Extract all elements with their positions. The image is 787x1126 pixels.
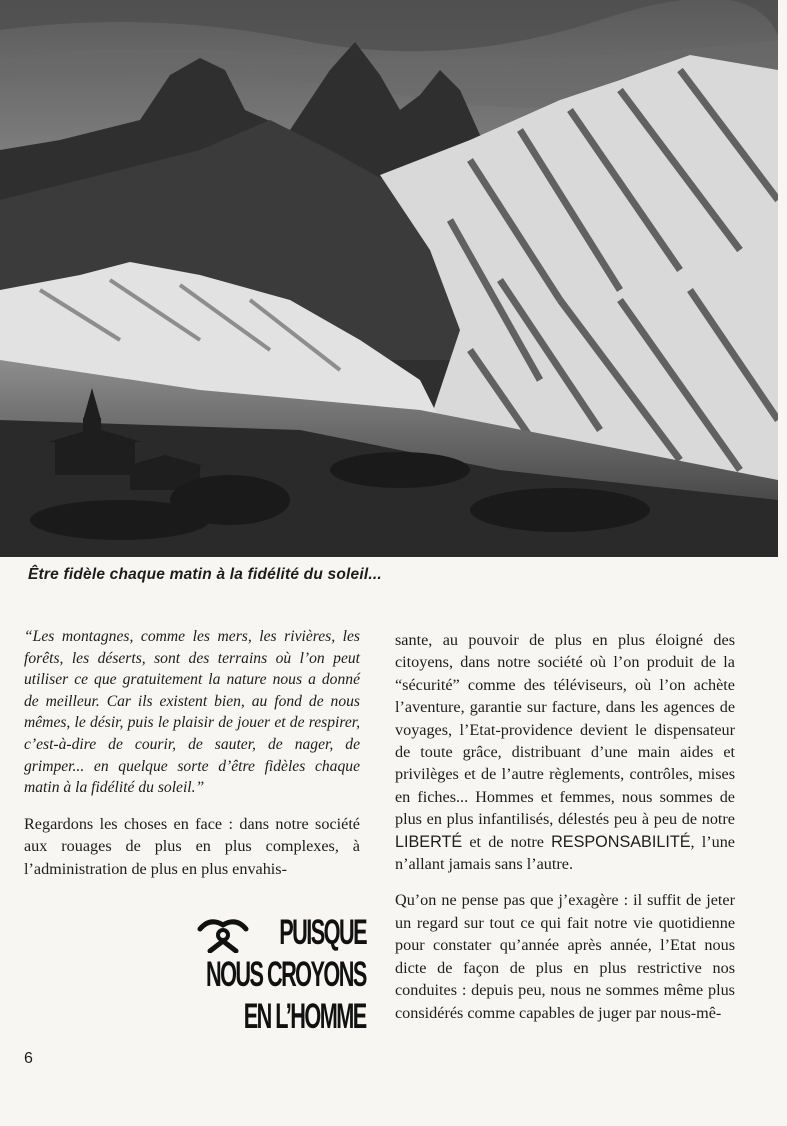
p1-text-b: et de notre bbox=[462, 832, 552, 851]
logo-line-3: EN L’HOMME bbox=[244, 997, 366, 1036]
p1-text-c: , l’une n’allant jamais sans l’autre. bbox=[395, 832, 735, 874]
photo-caption: Être fidèle chaque matin à la fidélité du soleil... bbox=[28, 566, 382, 583]
intro-paragraph: Regardons les choses en face : dans notre société aux rouages de plus en plus complexes, à l’administration de plus en plus envahis- bbox=[24, 814, 360, 878]
right-column bbox=[395, 629, 735, 1038]
logo-line-1: PUISQUE bbox=[279, 913, 366, 952]
p1-text-a: sante, au pouvoir de plus en plus éloigné des citoyens, dans notre société où l’on produit de la “sécurité” comme des téléviseurs, où l’on achète l’aventure, garantie sur facture, dans les agences de voyages, l’Etat-providence devient le dispensateur de toute grâce, distribuant d’une main aides et privilèges et de l’autre règlements, contrôles, mises en fiches... Hommes et femmes, nous sommes de plus en plus infantilisés, délestés peu à peu de notre bbox=[395, 631, 735, 829]
mountain-photo bbox=[0, 0, 778, 557]
logo-line-2: NOUS CROYONS bbox=[206, 955, 366, 994]
page-number: 6 bbox=[24, 1050, 33, 1067]
right-paragraph-1 bbox=[395, 629, 735, 875]
right-paragraph-2: Qu’on ne pense pas que j’exagère : il suffit de jeter un regard sur tout ce qui fait notre vie quotidienne pour constater qu’année après année, l’Etat nous dicte de façon de plus en plus restrictive nos conduites : depuis peu, nous ne sommes même plus considérés comme capables de juger par nous-mê- bbox=[395, 891, 735, 1022]
liberte-word: LIBERTÉ bbox=[395, 832, 463, 851]
responsabilite-word: RESPONSABILITÉ bbox=[551, 832, 691, 851]
campaign-logo bbox=[180, 913, 366, 1041]
mountain-landscape-image bbox=[0, 0, 778, 557]
stylized-figure-icon bbox=[196, 915, 250, 953]
left-column bbox=[24, 626, 360, 894]
mountain-quote: “Les montagnes, comme les mers, les rivières, les forêts, les déserts, sont des terrains où l’on peut utiliser ce que gratuitement la nature nous a donné de meilleur. Car ils existent bien, au fond de nous mêmes, le désir, puis le plaisir de jouer et de respirer, c’est-à-dire de courir, de sauter, de nager, de grimper... en quelque sorte d’être fidèles chaque matin à la fidélité du soleil.” bbox=[24, 628, 360, 797]
